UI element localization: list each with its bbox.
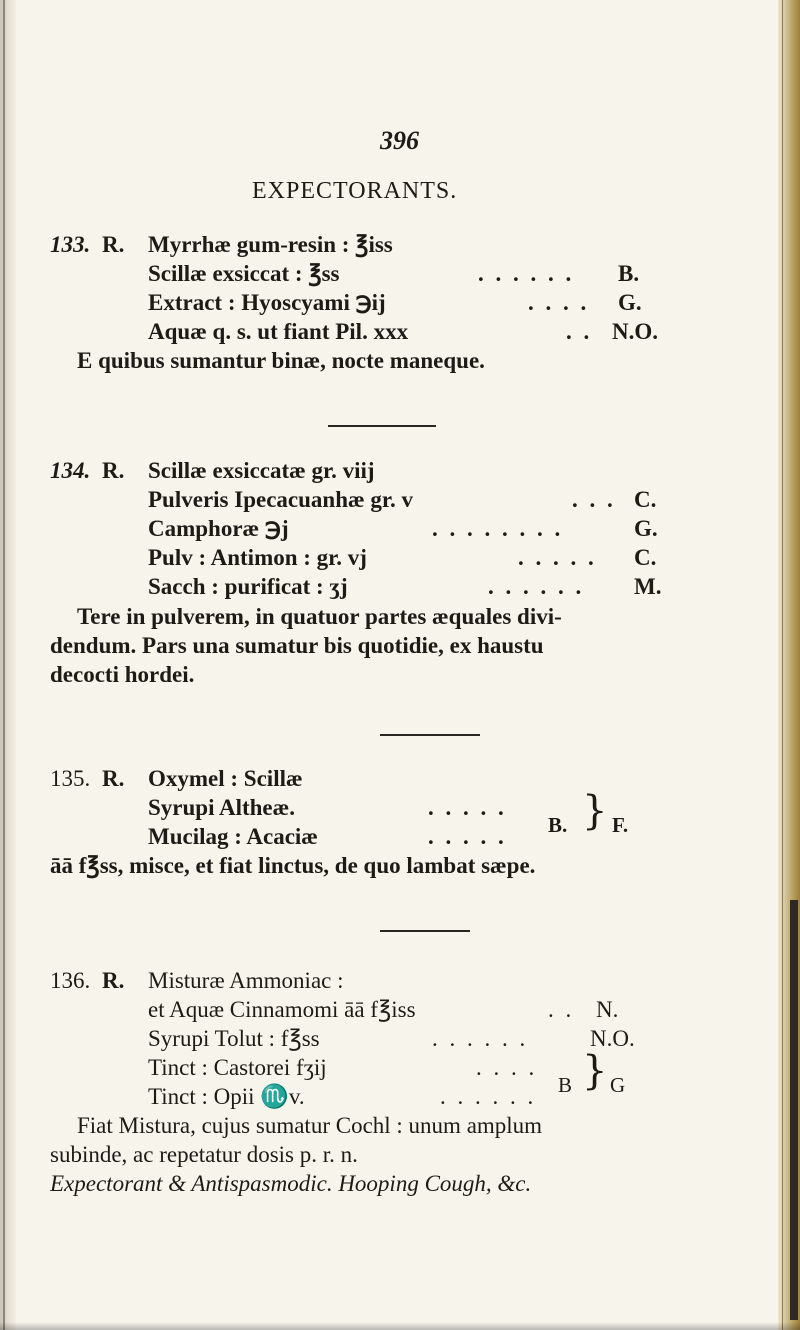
recipe-136-r: R.	[102, 968, 125, 993]
recipe-133-line-3-leader: . . . .	[528, 290, 590, 315]
recipe-134-line-2: Pulveris Ipecacuanhæ gr. v	[148, 487, 413, 512]
recipe-134-direction-2: dendum. Pars una sumatur bis quotidie, ex haustu	[50, 633, 544, 658]
recipe-133-number: 133.	[50, 232, 91, 257]
recipe-135-line-2: Syrupi Altheæ.	[148, 795, 295, 820]
recipe-136-line-5: Tinct : Opii ♏v.	[148, 1084, 305, 1109]
recipe-134-line-5: Sacch : purificat : ʒj	[148, 574, 348, 599]
recipe-135-line-3: Mucilag : Acaciæ	[148, 824, 318, 849]
recipe-135-number: 135.	[50, 766, 91, 791]
recipe-134-line-5-key: M.	[634, 574, 662, 599]
recipe-134-line-4: Pulv : Antimon : gr. vj	[148, 545, 367, 570]
recipe-136-line-2: et Aquæ Cinnamomi āā f℥iss	[148, 997, 416, 1022]
recipe-136-brace: }	[582, 1048, 608, 1094]
recipe-133-direction: E quibus sumantur binæ, nocte maneque.	[77, 348, 485, 373]
recipe-136-line-2-key: N.	[596, 997, 619, 1022]
recipe-135-direction: āā f℥ss, misce, et fiat linctus, de quo lambat sæpe.	[50, 853, 536, 878]
recipe-134-line-4-leader: . . . . .	[518, 545, 597, 570]
recipe-135-brace-right-key: F.	[612, 813, 629, 837]
recipe-135-brace-left-key: B.	[548, 813, 568, 837]
recipe-134-line-4-key: C.	[634, 545, 657, 570]
recipe-134-number: 134.	[50, 458, 91, 483]
recipe-133-line-2-leader: . . . . . .	[478, 261, 575, 286]
section-rule	[328, 425, 436, 427]
recipe-135-brace: }	[582, 788, 608, 834]
recipe-133-line-2-key: B.	[618, 261, 640, 286]
recipe-133-line-2: Scillæ exsiccat : ℥ss	[148, 261, 340, 286]
recipe-136-line-3-key: N.O.	[590, 1026, 635, 1051]
page-title: EXPECTORANTS.	[252, 178, 458, 204]
recipe-136-line-3: Syrupi Tolut : f℥ss	[148, 1026, 320, 1051]
page-number: 396	[380, 126, 419, 155]
recipe-134-line-2-key: C.	[634, 487, 657, 512]
section-rule	[380, 930, 470, 932]
recipe-136-direction-1: Fiat Mistura, cujus sumatur Cochl : unum amplum	[77, 1113, 543, 1138]
recipe-133-line-4: Aquæ q. s. ut fiant Pil. xxx	[148, 319, 409, 344]
page-edge	[778, 0, 800, 1330]
recipe-135-line-1: Oxymel : Scillæ	[148, 766, 303, 791]
recipe-133-line-3: Extract : Hyoscyami ℈ij	[148, 290, 386, 315]
recipe-133-line-1: Myrrhæ gum-resin : ℥iss	[148, 232, 393, 257]
recipe-134-direction-1: Tere in pulverem, in quatuor partes æquales divi-	[77, 604, 562, 629]
recipe-133-line-4-leader: . .	[566, 319, 593, 344]
recipe-134-line-3-key: G.	[634, 516, 658, 541]
recipe-134-line-3-leader: . . . . . . . .	[432, 516, 564, 541]
page-bottom-shadow	[0, 1322, 800, 1330]
recipe-134-r: R.	[102, 458, 125, 483]
recipe-134-line-3: Camphoræ ℈j	[148, 516, 289, 541]
recipe-134-line-2-leader: . . .	[572, 487, 616, 512]
recipe-136-line-5-leader: . . . . . .	[440, 1084, 537, 1109]
recipe-136-line-3-leader: . . . . . .	[432, 1026, 529, 1051]
recipe-136-line-4: Tinct : Castorei fʒij	[148, 1055, 327, 1080]
recipe-136-brace-left-key: B	[558, 1073, 573, 1097]
page-binding-shadow	[0, 0, 16, 1330]
recipe-136-line-2-leader: . .	[548, 997, 575, 1022]
recipe-133-line-4-key: N.O.	[612, 319, 658, 344]
recipe-135-line-3-leader: . . . . .	[428, 824, 507, 849]
recipe-134-line-5-leader: . . . . . .	[488, 574, 585, 599]
recipe-136-brace-right-key: G	[610, 1073, 626, 1097]
recipe-136-line-1: Misturæ Ammoniac :	[148, 968, 344, 993]
section-rule	[380, 734, 480, 736]
recipe-136-line-4-leader: . . . .	[476, 1055, 538, 1080]
recipe-136-number: 136.	[50, 968, 91, 993]
recipe-136-direction-2: subinde, ac repetatur dosis p. r. n.	[50, 1142, 358, 1167]
recipe-133-line-3-key: G.	[618, 290, 642, 315]
recipe-136-footer-note: Expectorant & Antispasmodic. Hooping Cough, &c.	[50, 1171, 532, 1196]
recipe-134-direction-3: decocti hordei.	[50, 662, 195, 687]
recipe-134-line-1: Scillæ exsiccatæ gr. viij	[148, 458, 375, 483]
recipe-135-r: R.	[102, 766, 125, 791]
recipe-135-line-2-leader: . . . . .	[428, 795, 507, 820]
recipe-133-r: R.	[102, 232, 125, 257]
